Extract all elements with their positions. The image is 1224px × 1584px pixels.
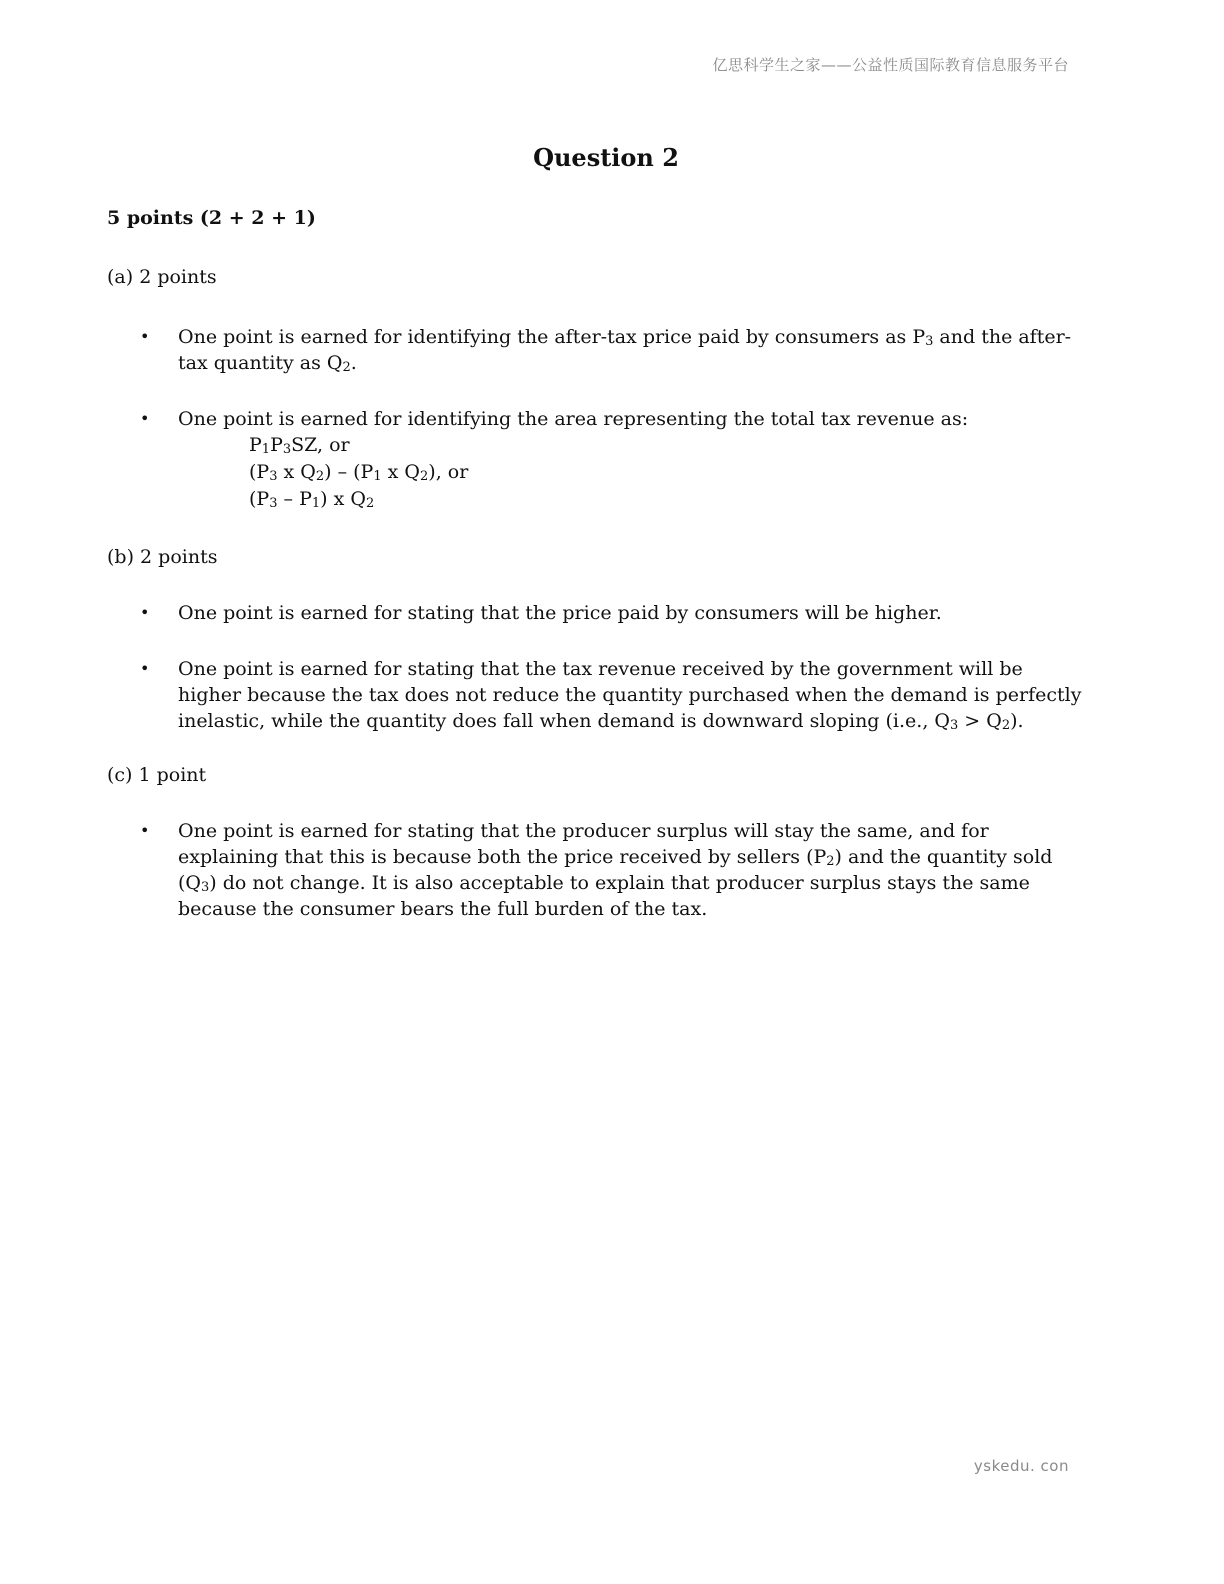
- part-a-bullet-2: [140, 406, 1090, 513]
- formula-1: $P_1P_3SZ$, or: [249, 434, 350, 457]
- tax-revenue-formulas: [249, 432, 1090, 513]
- bullet-icon: •: [140, 409, 150, 428]
- points-total: 5 points (2 + 2 + 1): [107, 207, 316, 229]
- header-watermark-text: 亿思科学生之家——公益性质国际教育信息服务平台: [712, 56, 1069, 74]
- footer-watermark-text: yskedu. con: [973, 1457, 1069, 1475]
- bullet-text: One point is earned for stating that the tax revenue received by the government will be higher because the tax does not reduce the quantity purchased when the demand is perfectly inelastic, while the quantity does fall when demand is downward sloping (i.e., $Q_3 > Q_2$).: [178, 658, 1082, 733]
- bullet-text: One point is earned for identifying the area representing the total tax revenue as:: [178, 408, 969, 430]
- part-a-heading: (a) 2 points: [107, 266, 217, 288]
- bullet-text: One point is earned for identifying the after-tax price paid by consumers as $P_3$ and the after-tax quantity as $Q_2$.: [178, 326, 1072, 375]
- bullet-icon: •: [140, 327, 150, 346]
- part-b-bullet-2: [140, 656, 1090, 734]
- part-b-bullet-1: [140, 600, 1090, 626]
- bullet-icon: •: [140, 821, 150, 840]
- bullet-text: One point is earned for stating that the producer surplus will stay the same, and for explaining that this is because both the price received by sellers $(P_2)$ and the quantity sold $(Q_3)$ do not change. It is also acceptable to explain that producer surplus stays the same because the consumer bears the full burden of the tax.: [178, 820, 1053, 920]
- part-c-bullet-1: [140, 818, 1090, 922]
- page-title: Question 2: [533, 143, 679, 172]
- bullet-text: One point is earned for stating that the price paid by consumers will be higher.: [178, 602, 942, 624]
- bullet-icon: •: [140, 659, 150, 678]
- formula-2: ($P_3$ x $Q_2) - (P_1$ x $Q_2$), or: [249, 461, 469, 484]
- bullet-icon: •: [140, 603, 150, 622]
- part-a-bullet-1: [140, 324, 1090, 376]
- part-c-heading: (c) 1 point: [107, 764, 207, 786]
- formula-3: $(P_3 - P_1)$ x $Q_2$: [249, 488, 375, 511]
- part-b-heading: (b) 2 points: [107, 546, 218, 568]
